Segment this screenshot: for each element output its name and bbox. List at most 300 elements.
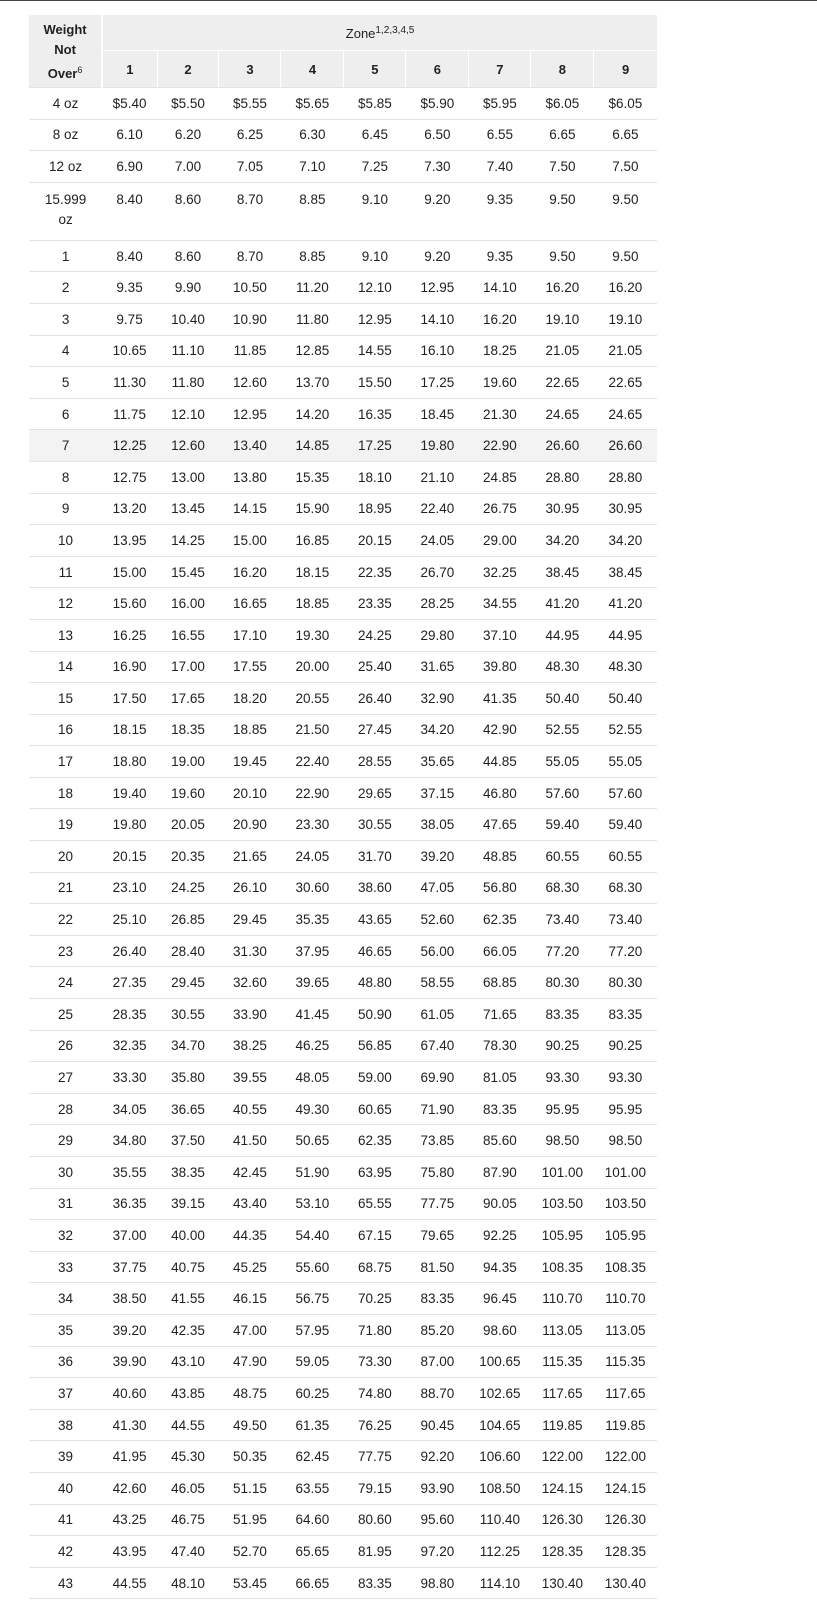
price-cell: 25.40	[344, 651, 406, 683]
price-cell: 34.05	[102, 1093, 157, 1125]
price-cell: 21.05	[531, 335, 594, 367]
price-cell: 46.65	[344, 935, 406, 967]
price-cell: 90.05	[469, 1188, 531, 1220]
price-cell: 81.50	[406, 1251, 469, 1283]
price-cell: 90.25	[594, 1030, 657, 1062]
table-row	[29, 88, 657, 120]
price-cell: 26.70	[406, 556, 469, 588]
price-cell: 14.10	[406, 303, 469, 335]
price-cell: 115.35	[594, 1346, 657, 1378]
price-cell: 68.30	[531, 872, 594, 904]
zone-header-label: Zone	[345, 25, 376, 41]
table-row	[29, 588, 657, 620]
price-cell: 20.00	[281, 651, 344, 683]
price-cell: 62.45	[281, 1441, 344, 1473]
price-cell: 43.95	[102, 1536, 157, 1568]
weight-cell: 27	[29, 1062, 102, 1094]
price-cell: 41.45	[281, 999, 344, 1031]
price-cell: 30.95	[594, 493, 657, 525]
price-cell: 16.20	[469, 303, 531, 335]
weight-cell: 37	[29, 1378, 102, 1410]
zone-column-header: 9	[594, 51, 657, 88]
price-cell: 67.40	[406, 1030, 469, 1062]
table-row	[29, 714, 657, 746]
price-cell: 65.65	[281, 1536, 344, 1568]
price-cell: 16.55	[157, 619, 219, 651]
price-cell: 126.30	[594, 1504, 657, 1536]
price-cell: 77.20	[594, 935, 657, 967]
price-cell: 15.00	[219, 525, 281, 557]
price-cell: 60.55	[594, 841, 657, 873]
table-row	[29, 303, 657, 335]
price-cell: 71.65	[469, 999, 531, 1031]
weight-cell: 9	[29, 493, 102, 525]
price-cell: 18.45	[406, 398, 469, 430]
price-cell: 10.40	[157, 303, 219, 335]
price-cell: 48.10	[157, 1567, 219, 1599]
zone-number-row	[29, 51, 657, 88]
table-row	[29, 967, 657, 999]
price-cell: 19.80	[102, 809, 157, 841]
price-cell: 47.90	[219, 1346, 281, 1378]
price-cell: 87.90	[469, 1157, 531, 1189]
price-cell: 64.60	[281, 1504, 344, 1536]
price-cell: 41.55	[157, 1283, 219, 1315]
price-cell: 85.20	[406, 1314, 469, 1346]
price-cell: 92.25	[469, 1220, 531, 1252]
price-cell: 38.25	[219, 1030, 281, 1062]
price-cell: 13.40	[219, 430, 281, 462]
price-cell: 43.85	[157, 1378, 219, 1410]
price-cell: 114.10	[469, 1567, 531, 1599]
price-cell: 22.90	[281, 777, 344, 809]
price-cell: 108.35	[594, 1251, 657, 1283]
price-cell: 9.35	[469, 182, 531, 240]
price-cell: 7.25	[344, 151, 406, 183]
price-cell: 22.35	[344, 556, 406, 588]
price-cell: 42.45	[219, 1157, 281, 1189]
table-row	[29, 272, 657, 304]
price-cell: 47.65	[469, 809, 531, 841]
price-cell: 40.00	[157, 1220, 219, 1252]
price-cell: 50.40	[531, 683, 594, 715]
price-cell: 6.30	[281, 119, 344, 151]
weight-cell: 25	[29, 999, 102, 1031]
price-cell: 19.30	[281, 619, 344, 651]
price-cell: 126.30	[531, 1504, 594, 1536]
price-cell: 6.55	[469, 119, 531, 151]
weight-cell: 33	[29, 1251, 102, 1283]
price-cell: 32.60	[219, 967, 281, 999]
table-row	[29, 1062, 657, 1094]
price-cell: 98.60	[469, 1314, 531, 1346]
price-cell: 59.40	[594, 809, 657, 841]
price-cell: 32.35	[102, 1030, 157, 1062]
price-cell: 46.15	[219, 1283, 281, 1315]
price-cell: 124.15	[594, 1472, 657, 1504]
price-cell: 61.35	[281, 1409, 344, 1441]
zone-column-header: 1	[102, 51, 157, 88]
price-cell: 30.55	[157, 999, 219, 1031]
price-cell: 22.90	[469, 430, 531, 462]
price-cell: 112.25	[469, 1536, 531, 1568]
price-cell: 59.40	[531, 809, 594, 841]
price-cell: 73.40	[594, 904, 657, 936]
price-cell: 9.75	[102, 303, 157, 335]
price-cell: 41.20	[594, 588, 657, 620]
price-cell: 29.00	[469, 525, 531, 557]
top-divider	[0, 0, 817, 1]
weight-cell: 8 oz	[29, 119, 102, 151]
zone-column-header: 2	[157, 51, 219, 88]
price-cell: 41.20	[531, 588, 594, 620]
price-cell: 54.40	[281, 1220, 344, 1252]
price-cell: 34.80	[102, 1125, 157, 1157]
table-row	[29, 1314, 657, 1346]
price-cell: 83.35	[469, 1093, 531, 1125]
price-cell: 88.70	[406, 1378, 469, 1410]
price-cell: 55.05	[594, 746, 657, 778]
price-cell: 79.15	[344, 1472, 406, 1504]
price-cell: 19.45	[219, 746, 281, 778]
price-cell: 17.10	[219, 619, 281, 651]
table-row	[29, 619, 657, 651]
price-cell: 11.75	[102, 398, 157, 430]
price-cell: 110.40	[469, 1504, 531, 1536]
price-cell: 95.95	[531, 1093, 594, 1125]
price-cell: 12.85	[281, 335, 344, 367]
price-cell: 9.50	[531, 182, 594, 240]
table-row	[29, 872, 657, 904]
price-cell: 37.15	[406, 777, 469, 809]
price-cell: 43.25	[102, 1504, 157, 1536]
price-cell: $5.85	[344, 88, 406, 120]
price-cell: 16.90	[102, 651, 157, 683]
price-cell: 122.00	[594, 1441, 657, 1473]
price-cell: 9.50	[594, 240, 657, 272]
price-cell: 108.50	[469, 1472, 531, 1504]
price-cell: 81.05	[469, 1062, 531, 1094]
price-cell: 38.05	[406, 809, 469, 841]
price-cell: 104.65	[469, 1409, 531, 1441]
price-cell: 57.60	[531, 777, 594, 809]
price-cell: 37.00	[102, 1220, 157, 1252]
price-cell: 63.95	[344, 1157, 406, 1189]
price-cell: 29.45	[157, 967, 219, 999]
price-cell: 13.45	[157, 493, 219, 525]
price-cell: 50.35	[219, 1441, 281, 1473]
price-cell: 31.65	[406, 651, 469, 683]
weight-cell: 1	[29, 240, 102, 272]
price-cell: 14.55	[344, 335, 406, 367]
weight-cell: 3	[29, 303, 102, 335]
price-cell: 47.05	[406, 872, 469, 904]
zone-column-header: 3	[219, 51, 281, 88]
price-cell: 21.30	[469, 398, 531, 430]
price-cell: 71.90	[406, 1093, 469, 1125]
price-cell: 52.55	[531, 714, 594, 746]
table-row	[29, 398, 657, 430]
price-cell: 18.20	[219, 683, 281, 715]
price-cell: 19.40	[102, 777, 157, 809]
price-cell: 9.20	[406, 182, 469, 240]
price-cell: 38.45	[531, 556, 594, 588]
price-cell: 16.20	[219, 556, 281, 588]
price-cell: 16.35	[344, 398, 406, 430]
price-cell: 15.00	[102, 556, 157, 588]
price-cell: 59.00	[344, 1062, 406, 1094]
price-cell: 9.35	[469, 240, 531, 272]
price-cell: 7.10	[281, 151, 344, 183]
price-cell: 11.80	[281, 303, 344, 335]
price-cell: 18.10	[344, 461, 406, 493]
price-cell: 81.95	[344, 1536, 406, 1568]
price-cell: 6.65	[531, 119, 594, 151]
table-row	[29, 1251, 657, 1283]
table-row	[29, 1441, 657, 1473]
price-cell: 11.10	[157, 335, 219, 367]
price-cell: 44.95	[531, 619, 594, 651]
weight-cell: 36	[29, 1346, 102, 1378]
price-cell: 34.20	[406, 714, 469, 746]
price-cell: 22.65	[594, 367, 657, 399]
zone-column-header: 8	[531, 51, 594, 88]
price-cell: 46.75	[157, 1504, 219, 1536]
price-cell: 12.25	[102, 430, 157, 462]
price-cell: $6.05	[594, 88, 657, 120]
price-cell: 83.35	[594, 999, 657, 1031]
price-cell: 73.40	[531, 904, 594, 936]
weight-cell: 6	[29, 398, 102, 430]
rate-rows	[29, 88, 657, 1599]
price-cell: 68.30	[594, 872, 657, 904]
price-cell: 7.50	[594, 151, 657, 183]
price-cell: 18.85	[219, 714, 281, 746]
price-cell: 34.70	[157, 1030, 219, 1062]
weight-cell: 38	[29, 1409, 102, 1441]
price-cell: 8.70	[219, 182, 281, 240]
price-cell: 40.75	[157, 1251, 219, 1283]
price-cell: 87.00	[406, 1346, 469, 1378]
price-cell: 18.15	[102, 714, 157, 746]
price-cell: 24.65	[531, 398, 594, 430]
price-cell: 20.55	[281, 683, 344, 715]
price-cell: 51.15	[219, 1472, 281, 1504]
price-cell: 52.60	[406, 904, 469, 936]
price-cell: 29.80	[406, 619, 469, 651]
price-cell: 90.45	[406, 1409, 469, 1441]
price-cell: 63.55	[281, 1472, 344, 1504]
price-cell: 90.25	[531, 1030, 594, 1062]
price-cell: 57.60	[594, 777, 657, 809]
price-cell: 12.95	[406, 272, 469, 304]
price-cell: 48.75	[219, 1378, 281, 1410]
price-cell: 9.35	[102, 272, 157, 304]
price-cell: 23.35	[344, 588, 406, 620]
price-cell: 38.60	[344, 872, 406, 904]
table-row	[29, 1157, 657, 1189]
price-cell: 7.30	[406, 151, 469, 183]
price-cell: 93.30	[594, 1062, 657, 1094]
price-cell: 21.10	[406, 461, 469, 493]
table-row	[29, 1093, 657, 1125]
price-cell: 39.20	[406, 841, 469, 873]
price-cell: 29.45	[219, 904, 281, 936]
price-cell: 77.20	[531, 935, 594, 967]
price-cell: $5.55	[219, 88, 281, 120]
price-cell: 45.30	[157, 1441, 219, 1473]
price-cell: 6.50	[406, 119, 469, 151]
zone-header	[102, 15, 657, 51]
price-cell: 26.40	[102, 935, 157, 967]
price-cell: 39.15	[157, 1188, 219, 1220]
weight-cell: 12	[29, 588, 102, 620]
table-row	[29, 683, 657, 715]
price-cell: 9.90	[157, 272, 219, 304]
weight-cell: 43	[29, 1567, 102, 1599]
price-cell: 15.35	[281, 461, 344, 493]
price-cell: 31.30	[219, 935, 281, 967]
price-cell: 97.20	[406, 1536, 469, 1568]
price-cell: 110.70	[531, 1283, 594, 1315]
table-row	[29, 1567, 657, 1599]
price-cell: 23.30	[281, 809, 344, 841]
price-cell: 20.05	[157, 809, 219, 841]
price-cell: 16.65	[219, 588, 281, 620]
weight-cell: 5	[29, 367, 102, 399]
price-cell: 42.90	[469, 714, 531, 746]
price-cell: 35.80	[157, 1062, 219, 1094]
price-cell: $5.65	[281, 88, 344, 120]
price-cell: 67.15	[344, 1220, 406, 1252]
price-cell: 34.20	[594, 525, 657, 557]
price-cell: 52.70	[219, 1536, 281, 1568]
weight-cell: 21	[29, 872, 102, 904]
price-cell: 6.20	[157, 119, 219, 151]
table-row	[29, 556, 657, 588]
price-cell: 38.45	[594, 556, 657, 588]
price-cell: 50.40	[594, 683, 657, 715]
price-cell: 28.80	[594, 461, 657, 493]
price-cell: 7.50	[531, 151, 594, 183]
price-cell: 6.25	[219, 119, 281, 151]
price-cell: 35.55	[102, 1157, 157, 1189]
weight-cell: 35	[29, 1314, 102, 1346]
price-cell: 117.65	[594, 1378, 657, 1410]
price-cell: 28.35	[102, 999, 157, 1031]
price-cell: 18.15	[281, 556, 344, 588]
price-cell: 83.35	[344, 1567, 406, 1599]
price-cell: 100.65	[469, 1346, 531, 1378]
weight-cell: 24	[29, 967, 102, 999]
price-cell: 19.00	[157, 746, 219, 778]
price-cell: 128.35	[531, 1536, 594, 1568]
price-cell: 119.85	[531, 1409, 594, 1441]
weight-cell: 26	[29, 1030, 102, 1062]
price-cell: 24.05	[281, 841, 344, 873]
price-cell: 14.15	[219, 493, 281, 525]
price-cell: 73.85	[406, 1125, 469, 1157]
price-cell: 71.80	[344, 1314, 406, 1346]
price-cell: 69.90	[406, 1062, 469, 1094]
price-cell: 12.95	[219, 398, 281, 430]
price-cell: 53.10	[281, 1188, 344, 1220]
price-cell: 15.45	[157, 556, 219, 588]
price-cell: 62.35	[344, 1125, 406, 1157]
table-header	[29, 15, 657, 88]
price-cell: 37.95	[281, 935, 344, 967]
price-cell: 38.35	[157, 1157, 219, 1189]
table-row	[29, 1472, 657, 1504]
price-cell: 8.60	[157, 240, 219, 272]
price-cell: 103.50	[531, 1188, 594, 1220]
price-cell: 44.55	[102, 1567, 157, 1599]
price-cell: 66.65	[281, 1567, 344, 1599]
price-cell: 20.15	[344, 525, 406, 557]
table-row	[29, 1378, 657, 1410]
price-cell: 22.40	[406, 493, 469, 525]
zone-column-header: 7	[469, 51, 531, 88]
table-row	[29, 182, 657, 240]
price-cell: 47.00	[219, 1314, 281, 1346]
postage-rate-table	[29, 15, 657, 1599]
weight-header-line3: Over	[47, 66, 78, 81]
price-cell: 11.80	[157, 367, 219, 399]
table-row	[29, 999, 657, 1031]
table-row	[29, 1283, 657, 1315]
price-cell: 9.50	[594, 182, 657, 240]
price-cell: 9.10	[344, 182, 406, 240]
price-cell: 48.05	[281, 1062, 344, 1094]
price-cell: 23.10	[102, 872, 157, 904]
price-cell: 19.80	[406, 430, 469, 462]
price-cell: 14.25	[157, 525, 219, 557]
price-cell: 50.65	[281, 1125, 344, 1157]
price-cell: 12.60	[157, 430, 219, 462]
price-cell: 7.00	[157, 151, 219, 183]
zone-column-header: 6	[406, 51, 469, 88]
price-cell: 22.65	[531, 367, 594, 399]
price-cell: 70.25	[344, 1283, 406, 1315]
price-cell: 6.10	[102, 119, 157, 151]
price-cell: 44.55	[157, 1409, 219, 1441]
price-cell: 130.40	[531, 1567, 594, 1599]
price-cell: 19.10	[531, 303, 594, 335]
table-row	[29, 240, 657, 272]
price-cell: 40.60	[102, 1378, 157, 1410]
price-cell: 10.90	[219, 303, 281, 335]
price-cell: 119.85	[594, 1409, 657, 1441]
price-cell: 8.40	[102, 182, 157, 240]
table-row	[29, 841, 657, 873]
table-row	[29, 1536, 657, 1568]
price-cell: 24.65	[594, 398, 657, 430]
price-cell: 105.95	[594, 1220, 657, 1252]
price-cell: 14.10	[469, 272, 531, 304]
weight-cell: 13	[29, 619, 102, 651]
price-cell: 51.90	[281, 1157, 344, 1189]
price-cell: 20.15	[102, 841, 157, 873]
price-cell: 130.40	[594, 1567, 657, 1599]
price-cell: 75.80	[406, 1157, 469, 1189]
price-cell: 26.10	[219, 872, 281, 904]
table-row	[29, 119, 657, 151]
price-cell: 93.30	[531, 1062, 594, 1094]
price-cell: 28.40	[157, 935, 219, 967]
table-row	[29, 335, 657, 367]
table-row	[29, 1504, 657, 1536]
price-cell: 17.55	[219, 651, 281, 683]
